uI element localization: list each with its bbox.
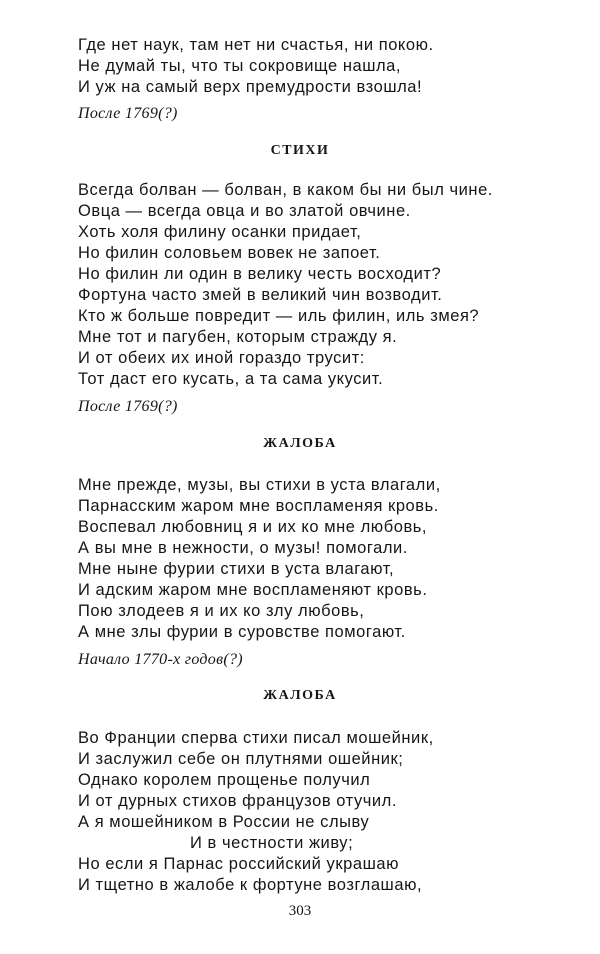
verse-line: Мне ныне фурии стихи в уста влагают,: [78, 560, 395, 578]
verse-line: Но филин ли один в велику честь восходит?: [78, 265, 442, 283]
verse-line: Но филин соловьем вовек не запоет.: [78, 244, 381, 262]
verse-line: Всегда болван — болван, в каком бы ни был чине.: [78, 181, 493, 199]
verse-line: Мне тот и пагубен, которым стражду я.: [78, 328, 398, 346]
poem-title: ЖАЛОБА: [263, 436, 337, 451]
poem-date: После 1769(?): [78, 105, 178, 122]
verse-line: И тщетно в жалобе к фортуне возглашаю,: [78, 876, 423, 894]
verse-line: Кто ж больше повредит — иль филин, иль змея?: [78, 307, 480, 325]
verse-line: Тот даст его кусать, а та сама укусит.: [78, 370, 384, 388]
verse-line: А я мошейником в России не слыву: [78, 813, 370, 831]
verse-line: Где нет наук, там нет ни счастья, ни покою.: [78, 36, 434, 54]
poem-date: После 1769(?): [78, 398, 178, 415]
verse-line: И от обеих их иной гораздо трусит:: [78, 349, 365, 367]
verse-line: И в честности живу;: [190, 834, 354, 852]
verse-line: Фортуна часто змей в великий чин возводит.: [78, 286, 443, 304]
verse-line: Воспевал любовниц я и их ко мне любовь,: [78, 518, 428, 536]
verse-line: А вы мне в нежности, о музы! помогали.: [78, 539, 408, 557]
poem-zhaloba-1: [78, 475, 441, 643]
poem-fragment: [78, 35, 434, 98]
verse-line: Не думай ты, что ты сокровище нашла,: [78, 57, 402, 75]
verse-line: И уж на самый верх премудрости взошла!: [78, 78, 423, 96]
verse-line: Пою злодеев я и их ко злу любовь,: [78, 602, 365, 620]
verse-line: И от дурных стихов французов отучил.: [78, 792, 397, 810]
verse-line: И адским жаром мне воспламеняют кровь.: [78, 581, 428, 599]
poem-stikhi: [78, 180, 493, 390]
verse-line: Во Франции сперва стихи писал мошейник,: [78, 729, 434, 747]
verse-line: Парнасским жаром мне воспламеняя кровь.: [78, 497, 439, 515]
poem-date: Начало 1770-х годов(?): [78, 651, 243, 668]
verse-line: А мне злы фурии в суровстве помогают.: [78, 623, 406, 641]
verse-line: Овца — всегда овца и во златой овчине.: [78, 202, 411, 220]
verse-line: Однако королем прощенье получил: [78, 771, 371, 789]
poem-title: СТИХИ: [270, 143, 330, 158]
poem-zhaloba-2: [78, 728, 434, 896]
poem-title: ЖАЛОБА: [263, 688, 337, 703]
page-number: 303: [288, 903, 312, 919]
verse-line: Хоть холя филину осанки придает,: [78, 223, 362, 241]
verse-line: Но если я Парнас российский украшаю: [78, 855, 400, 873]
verse-line: Мне прежде, музы, вы стихи в уста влагали,: [78, 476, 441, 494]
verse-line: И заслужил себе он плутнями ошейник;: [78, 750, 404, 768]
